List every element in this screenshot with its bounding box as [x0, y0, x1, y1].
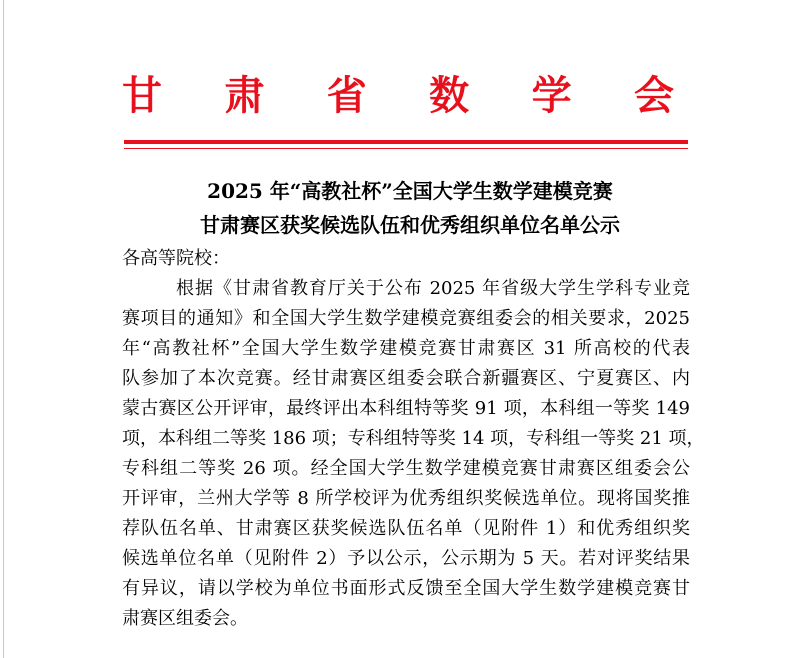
- org-char: 甘: [122, 73, 162, 119]
- org-char: 会: [633, 73, 674, 119]
- body-paragraph-line: 荐队伍名单、甘肃赛区获奖候选队伍名单（见附件 1）和优秀组织奖: [122, 518, 690, 539]
- header-rule-thick: [124, 140, 688, 144]
- org-char: 肃: [224, 73, 265, 119]
- organization-header: [122, 70, 674, 122]
- body-paragraph-line: 根据《甘肃省教育厅关于公布 2025 年省级大学生学科专业竞: [176, 278, 690, 299]
- org-char: 数: [429, 73, 470, 119]
- org-char: 学: [531, 73, 572, 119]
- body-paragraph-line: 专科组二等奖 26 项。经全国大学生数学建模竞赛甘肃赛区组委会公: [122, 458, 690, 479]
- body-paragraph-line: 赛项目的通知》和全国大学生数学建模竞赛组委会的相关要求，2025: [122, 308, 690, 329]
- org-char: 省: [326, 73, 367, 119]
- header-rule-thin: [124, 148, 688, 149]
- body-paragraph-line: 候选单位名单（见附件 2）予以公示，公示期为 5 天。若对评奖结果: [122, 548, 690, 569]
- body-paragraph-line: 有异议，请以学校为单位书面形式反馈至全国大学生数学建模竞赛甘: [122, 578, 690, 599]
- body-paragraph-line: 队参加了本次竞赛。经甘肃赛区组委会联合新疆赛区、宁夏赛区、内: [122, 368, 690, 389]
- document-title-line-1: 2025 年“高教社杯”全国大学生数学建模竞赛: [207, 179, 613, 203]
- document-title-line-2: 甘肃赛区获奖候选队伍和优秀组织单位名单公示: [200, 213, 620, 237]
- body-paragraph-line: 年“高教社杯”全国大学生数学建模竞赛甘肃赛区 31 所高校的代表: [122, 338, 690, 359]
- page-edge-divider: [3, 0, 4, 658]
- body-paragraph-line: 项，本科组二等奖 186 项；专科组特等奖 14 项，专科组一等奖 21 项，: [122, 428, 705, 449]
- body-paragraph-line: 开评审，兰州大学等 8 所学校评为优秀组织奖候选单位。现将国奖推: [122, 488, 690, 509]
- body-paragraph-line: 肃赛区组委会。: [122, 608, 248, 629]
- salutation: 各高等院校：: [122, 248, 230, 269]
- body-paragraph-line: 蒙古赛区公开评审，最终评出本科组特等奖 91 项，本科组一等奖 149: [122, 398, 690, 419]
